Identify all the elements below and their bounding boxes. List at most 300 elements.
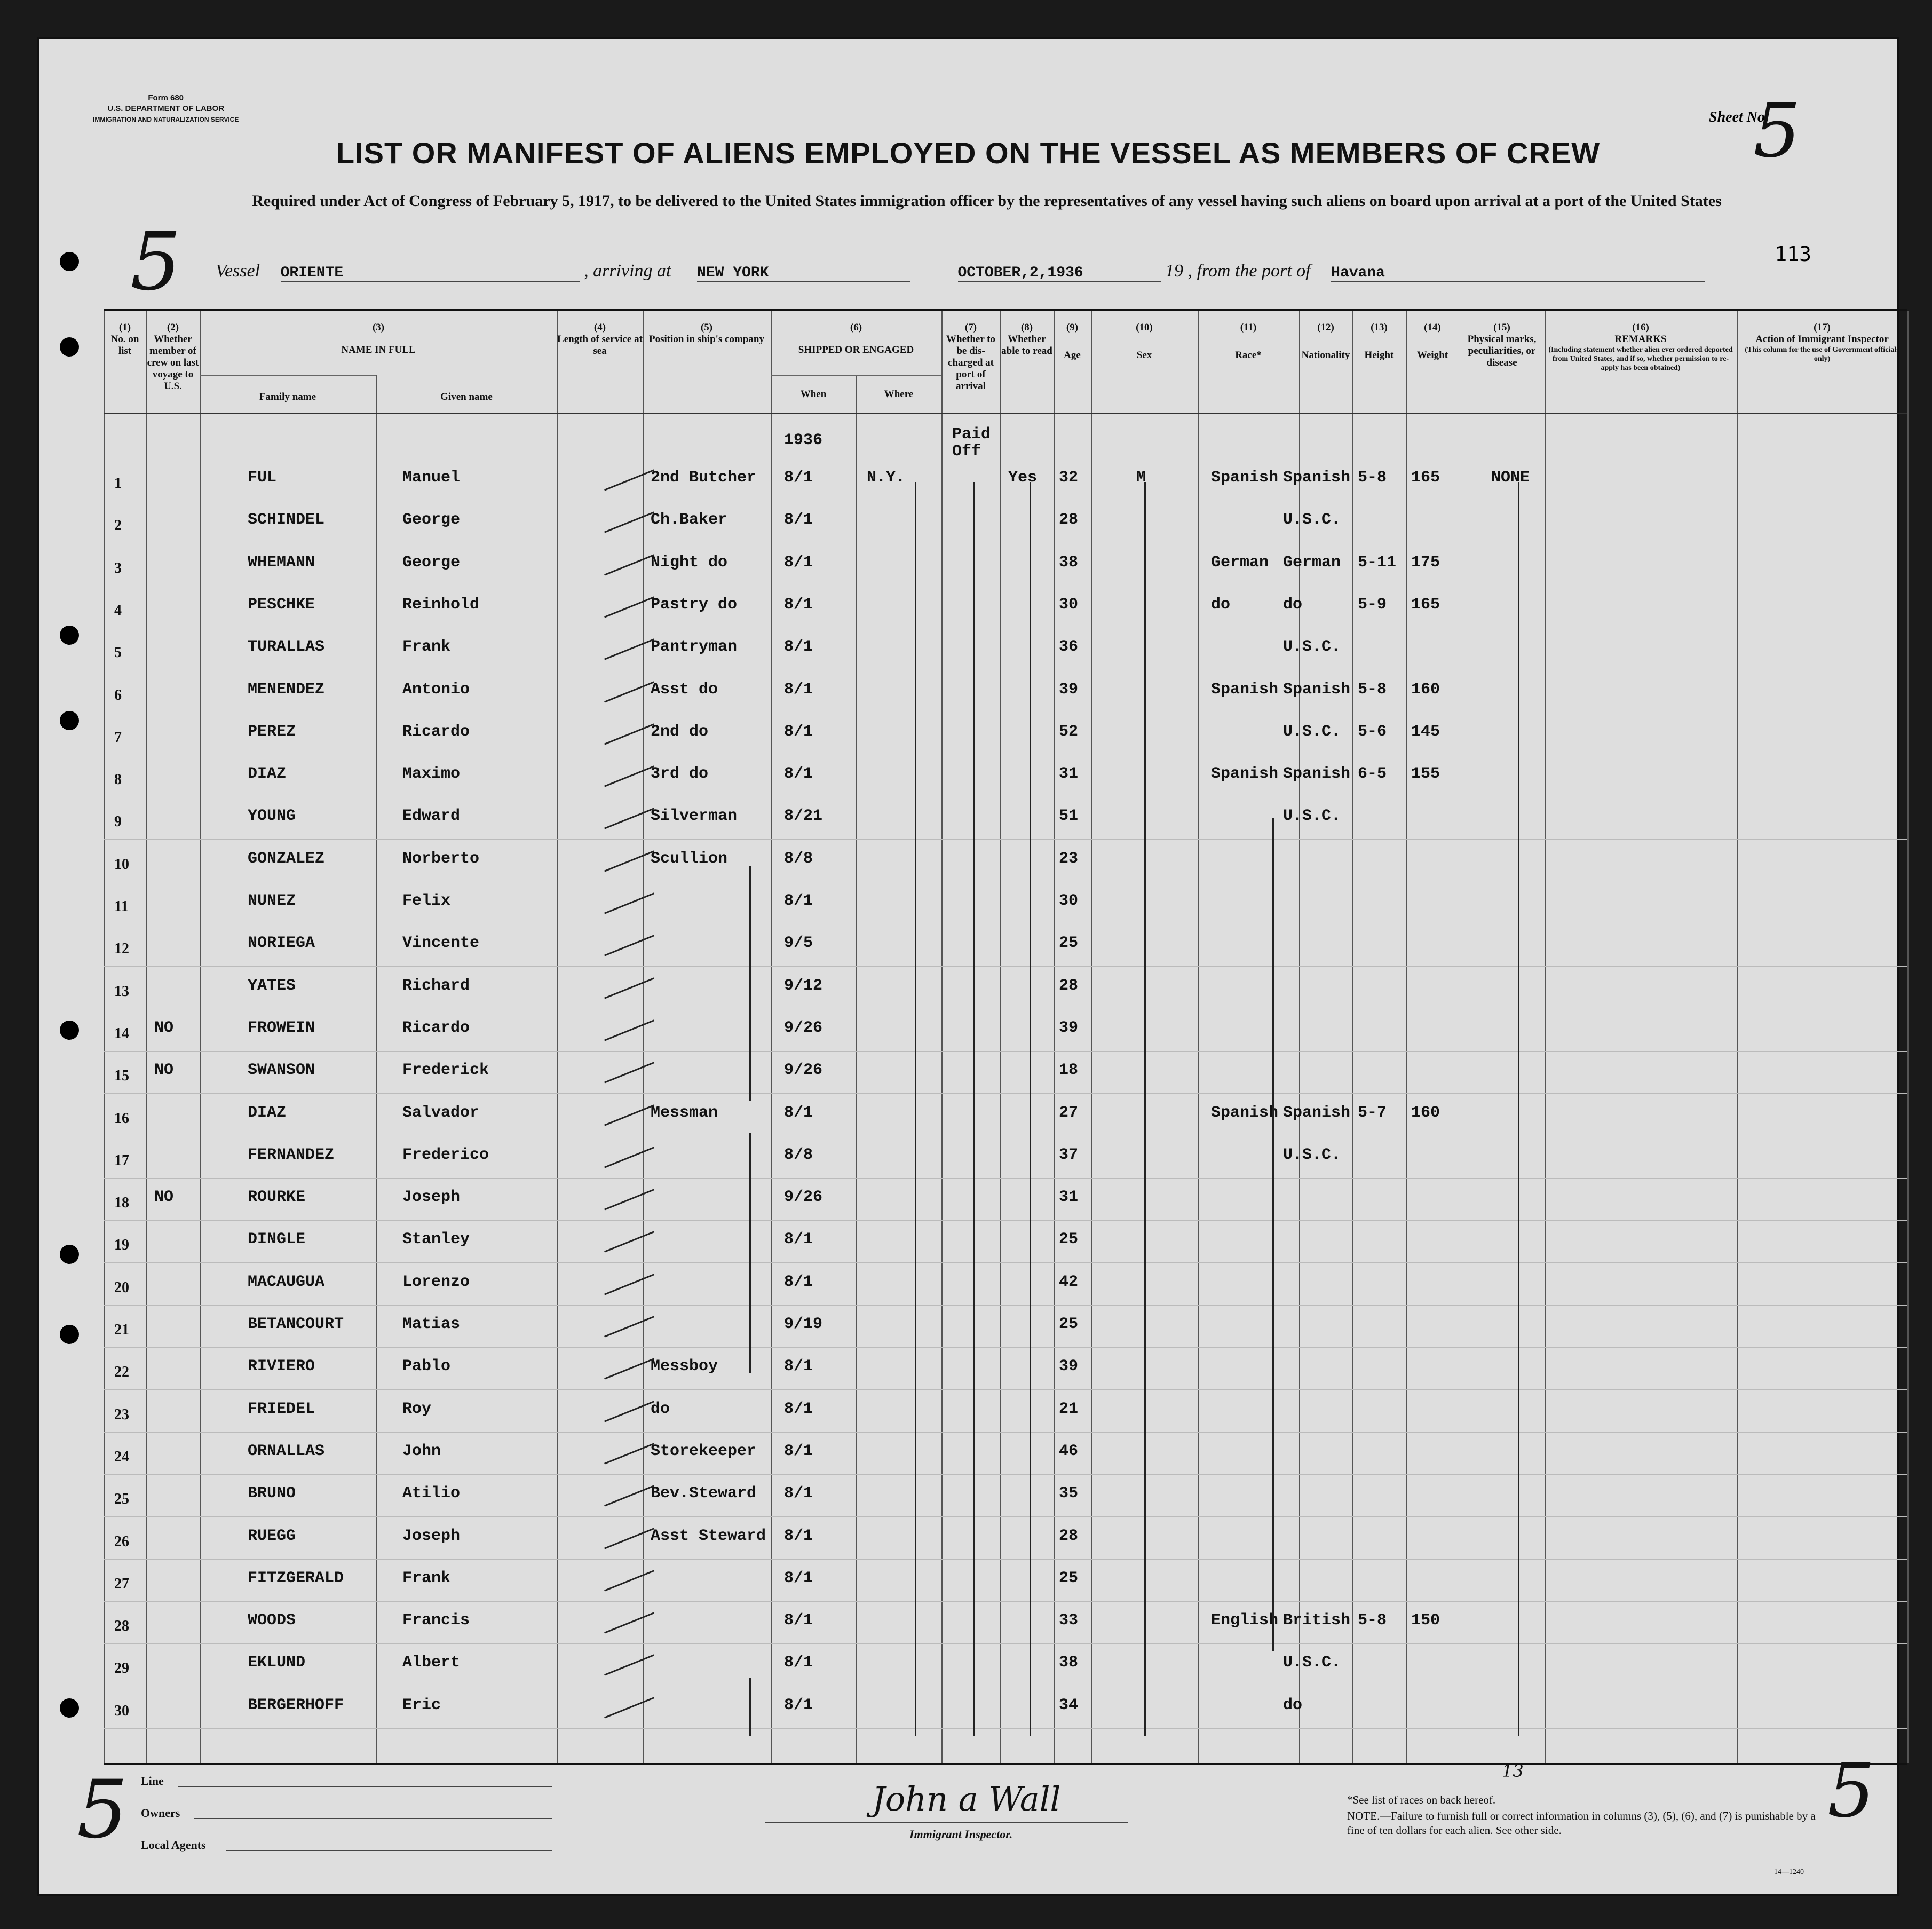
form-header-block [93,93,239,125]
check-mark [604,469,654,491]
cell-family: BETANCOURT [248,1315,344,1333]
cell-no: 17 [114,1152,129,1169]
cell-family: YATES [248,976,296,995]
form-code: 14—1240 [1774,1868,1804,1876]
cell-nationality: U.S.C. [1283,1145,1341,1164]
cell-read: Yes [1008,469,1038,487]
cell-no: 22 [114,1364,129,1381]
cell-height: 5-11 [1358,553,1397,572]
cell-no: 3 [114,559,122,576]
cell-age: 46 [1059,1442,1079,1460]
col-9-num: (9) [1066,322,1079,333]
check-mark [604,512,654,533]
check-mark [604,1485,654,1507]
col-8-num: (8) [1020,322,1033,333]
vessel-label: Vessel [216,261,260,281]
cell-given: Frederick [402,1061,489,1080]
cell-position: Night do [651,553,728,572]
cell-no: 11 [114,898,129,915]
cell-given: Atilio [402,1484,461,1503]
header-col-6 [771,322,941,356]
cell-when: 9/5 [784,934,813,953]
vessel-line [216,261,1705,282]
cell-weight: 160 [1411,1103,1440,1122]
cell-position: Silverman [651,807,738,826]
check-mark [604,1104,654,1126]
cell-age: 31 [1059,765,1079,784]
cell-race: English [1211,1611,1279,1630]
cell-age: 35 [1059,1484,1079,1503]
header-col-11 [1198,322,1299,361]
col-11-label: Race* [1235,350,1262,361]
cell-height: 5-7 [1358,1103,1387,1122]
col-7-num: (7) [964,322,977,333]
cell-no: 14 [114,1025,129,1042]
cell-position: Asst Steward [651,1527,766,1545]
cell-when: 9/26 [784,1018,823,1037]
check-mark [604,681,654,702]
cell-last: NO [154,1018,174,1037]
cell-weight: 175 [1411,553,1440,572]
footer-mark-13: 13 [1502,1761,1524,1781]
cell-given: George [402,511,461,529]
cell-sex: M [1136,469,1146,487]
cell-when: 8/1 [784,595,813,614]
cell-no: 21 [114,1322,129,1338]
cell-height: 5-9 [1358,595,1387,614]
check-mark [604,935,654,956]
header-col-12 [1299,322,1352,361]
cell-age: 30 [1059,595,1079,614]
cell-family: BERGERHOFF [248,1696,344,1714]
cell-given: Manuel [402,469,461,487]
cell-height: 5-8 [1358,1611,1387,1630]
cell-no: 8 [114,771,122,788]
check-mark [604,1274,654,1295]
check-mark [604,1443,654,1464]
col-15-label: Physical marks, peculiarities, or disease [1467,334,1537,368]
cell-age: 27 [1059,1103,1079,1122]
header-col-7 [941,322,1000,392]
cell-when: 8/1 [784,553,813,572]
cell-family: DINGLE [248,1230,306,1249]
col-8-label: Whether able to read [1001,334,1052,357]
cell-height: 6-5 [1358,765,1387,784]
cell-when: 8/1 [784,1569,813,1587]
cell-nationality: Spanish [1283,1103,1351,1122]
line-label: Line [141,1774,164,1788]
cell-family: SWANSON [248,1061,315,1080]
department-name: U.S. DEPARTMENT OF LABOR [107,104,225,113]
header-when: When [800,389,827,400]
cell-when: 8/1 [784,1611,813,1630]
col-1-num: (1) [118,322,131,333]
cell-no: 13 [114,983,129,1000]
header-col-1 [104,322,146,357]
inspector-signature: John a Wall [872,1780,1061,1819]
cell-position: Ch.Baker [651,511,728,529]
check-mark [604,1062,654,1084]
cell-no: 19 [114,1237,129,1254]
footer-right-mark: 5 [1827,1748,1875,1835]
cell-given: Matias [402,1315,461,1333]
cell-position: Bev.Steward [651,1484,757,1503]
col-12-label: Nationality [1301,350,1350,361]
cell-when: 8/1 [784,1400,813,1418]
cell-age: 34 [1059,1696,1079,1714]
cell-when: 8/8 [784,1145,813,1164]
cell-nationality: Spanish [1283,765,1351,784]
crew-table [104,309,1907,1765]
cell-when: 8/21 [784,807,823,826]
col-17-label: Action of Immigrant Inspector [1755,334,1889,345]
cell-given: Joseph [402,1527,461,1545]
page-subtitle: Required under Act of Congress of February 5, 1917, to be delivered to the United States immigration officer by the representatives of any vessel having such aliens on board upon arrival at a port of the United States [252,192,1722,210]
col-2-num: (2) [167,322,179,333]
cell-given: Ricardo [402,1018,470,1037]
col-5-num: (5) [700,322,713,333]
cell-age: 51 [1059,807,1079,826]
col-17-num: (17) [1814,322,1831,333]
page-title: LIST OR MANIFEST OF ALIENS EMPLOYED ON THE VESSEL AS MEMBERS OF CREW [336,136,1601,170]
cell-family: BRUNO [248,1484,296,1503]
check-mark [604,596,654,618]
col-3-num: (3) [372,322,385,333]
header-given: Given name [440,391,493,402]
cell-family: NORIEGA [248,934,315,953]
inspector-note: (This column for the use of Government officials only) [1745,346,1899,363]
cell-nationality: U.S.C. [1283,807,1341,826]
cell-age: 39 [1059,1357,1079,1376]
races-note: *See list of races on back hereof. [1347,1793,1496,1806]
cell-when: 9/12 [784,976,823,995]
cell-given: Felix [402,892,451,910]
cell-race: Spanish [1211,680,1279,699]
cell-given: Frank [402,638,451,657]
manifest-sheet [37,37,1899,1896]
cell-age: 33 [1059,1611,1079,1630]
header-col-5 [643,322,771,345]
cell-when: 9/26 [784,1188,823,1207]
header-col-9 [1054,322,1091,361]
cell-age: 42 [1059,1272,1079,1291]
cell-race: German [1211,553,1269,572]
cell-given: Joseph [402,1188,461,1207]
cell-marks: NONE [1491,469,1530,487]
cell-nationality: do [1283,595,1303,614]
check-mark [604,808,654,829]
cell-weight: 145 [1411,722,1440,741]
cell-age: 18 [1059,1061,1079,1080]
cell-given: Antonio [402,680,470,699]
cell-when: 8/1 [784,765,813,784]
cell-race: Spanish [1211,469,1279,487]
cell-age: 39 [1059,1018,1079,1037]
cell-height: 5-6 [1358,722,1387,741]
cell-when: 8/1 [784,511,813,529]
check-mark [604,1655,654,1676]
cell-family: FITZGERALD [248,1569,344,1587]
cell-family: TURALLAS [248,638,325,657]
cell-when: 8/8 [784,849,813,868]
cell-family: SCHINDEL [248,511,325,529]
cell-when: 8/1 [784,1272,813,1291]
cell-position: do [651,1400,670,1418]
cell-family: ORNALLAS [248,1442,325,1460]
cell-when: 8/1 [784,1230,813,1249]
col-15-num: (15) [1493,322,1510,333]
cell-no: 7 [114,729,122,746]
cell-no: 18 [114,1195,129,1212]
cell-position: Pastry do [651,595,738,614]
cell-age: 32 [1059,469,1079,487]
cell-when: 8/1 [784,1696,813,1714]
cell-family: ROURKE [248,1188,306,1207]
cell-age: 28 [1059,511,1079,529]
check-mark [604,892,654,914]
cell-given: Frank [402,1569,451,1587]
cell-given: Francis [402,1611,470,1630]
header-col-13 [1352,322,1406,361]
cell-age: 38 [1059,553,1079,572]
cell-no: 30 [114,1702,129,1719]
discharged-header: Paid Off [952,425,991,461]
cell-family: FERNANDEZ [248,1145,335,1164]
cell-no: 15 [114,1068,129,1085]
cell-age: 37 [1059,1145,1079,1164]
document-number: 113 [1775,242,1811,266]
cell-position: Messman [651,1103,718,1122]
col-9-label: Age [1064,350,1081,361]
cell-given: Richard [402,976,470,995]
vessel-name: ORIENTE [281,265,580,282]
cell-given: Lorenzo [402,1272,470,1291]
cell-nationality: do [1283,1696,1303,1714]
cell-given: Salvador [402,1103,480,1122]
cell-family: NUNEZ [248,892,296,910]
year-header: 1936 [784,431,823,449]
cell-weight: 160 [1411,680,1440,699]
cell-no: 4 [114,602,122,619]
cell-age: 25 [1059,1230,1079,1249]
header-col-3 [200,322,557,356]
arriving-label: , arriving at [584,261,671,281]
cell-last: NO [154,1188,174,1207]
cell-given: Albert [402,1654,461,1672]
check-mark [604,1570,654,1591]
cell-position: Messboy [651,1357,718,1376]
cell-family: YOUNG [248,807,296,826]
header-col-4 [557,322,643,357]
check-mark [604,639,654,660]
cell-family: DIAZ [248,1103,287,1122]
header-col-10 [1091,322,1198,361]
cell-position: 3rd do [651,765,709,784]
cell-family: WOODS [248,1611,296,1630]
header-col-14 [1406,322,1459,361]
cell-family: MENENDEZ [248,680,325,699]
cell-family: FUL [248,469,277,487]
cell-given: George [402,553,461,572]
cell-age: 28 [1059,1527,1079,1545]
cell-no: 20 [114,1279,129,1296]
header-family: Family name [259,391,316,402]
cell-when: 8/1 [784,1527,813,1545]
arrival-date: OCTOBER,2,1936 [958,265,1161,282]
cell-where: N.Y. [867,469,906,487]
check-mark [604,1231,654,1253]
col-13-label: Height [1364,350,1394,361]
cell-when: 9/19 [784,1315,823,1333]
cell-weight: 155 [1411,765,1440,784]
cell-when: 8/1 [784,1654,813,1672]
header-col-2 [146,322,200,392]
check-mark [604,1019,654,1041]
check-mark [604,723,654,745]
departure-port: Havana [1331,265,1705,282]
from-label: , from the port of [1187,261,1311,281]
cell-no: 16 [114,1110,129,1127]
col-5-label: Position in ship's company [649,334,764,345]
col-11-num: (11) [1240,322,1257,333]
cell-family: PEREZ [248,722,296,741]
cell-given: John [402,1442,441,1460]
cell-no: 25 [114,1491,129,1508]
check-mark [604,1612,654,1633]
remarks-note: (Including statement whether alien ever ordered deported from United States, and if so, whether permission to re-apply has been obtained) [1548,346,1733,372]
cell-no: 9 [114,813,122,831]
footer-left-mark: 5 [77,1764,128,1856]
col-13-num: (13) [1371,322,1388,333]
cell-position: Storekeeper [651,1442,757,1460]
check-mark [604,1189,654,1210]
cell-no: 27 [114,1575,129,1592]
header-col-15 [1459,322,1545,369]
cell-weight: 150 [1411,1611,1440,1630]
cell-given: Frederico [402,1145,489,1164]
cell-age: 21 [1059,1400,1079,1418]
cell-given: Eric [402,1696,441,1714]
cell-age: 36 [1059,638,1079,657]
cell-age: 28 [1059,976,1079,995]
cell-given: Stanley [402,1230,470,1249]
check-mark [604,1697,654,1718]
cell-when: 8/1 [784,1484,813,1503]
cell-no: 1 [114,475,122,492]
cell-height: 5-8 [1358,680,1387,699]
col-4-num: (4) [593,322,606,333]
inspector-label: Immigrant Inspector. [909,1828,1013,1841]
col-16-num: (16) [1632,322,1649,333]
cell-position: Pantryman [651,638,738,657]
col-16-label: REMARKS [1614,334,1667,345]
check-mark [604,1358,654,1380]
cell-family: EKLUND [248,1654,306,1672]
check-mark [604,977,654,999]
cell-when: 8/1 [784,722,813,741]
cell-age: 23 [1059,849,1079,868]
cell-age: 25 [1059,1315,1079,1333]
cell-family: PESCHKE [248,595,315,614]
cell-position: Scullion [651,849,728,868]
cell-no: 23 [114,1406,129,1423]
year-label: 19 [1165,261,1183,281]
cell-when: 8/1 [784,469,813,487]
header-col-17 [1737,322,1907,363]
agents-label: Local Agents [141,1838,206,1852]
cell-given: Pablo [402,1357,451,1376]
cell-nationality: Spanish [1283,469,1351,487]
check-mark [604,1401,654,1422]
col-12-num: (12) [1317,322,1334,333]
cell-race: do [1211,595,1231,614]
col-4-label: Length of service at sea [557,334,643,357]
header-col-8 [1000,322,1054,357]
cell-given: Reinhold [402,595,480,614]
cell-no: 28 [114,1618,129,1635]
cell-no: 26 [114,1533,129,1550]
cell-family: RUEGG [248,1527,296,1545]
cell-when: 9/26 [784,1061,823,1080]
form-number: Form 680 [148,93,184,102]
header-col-16 [1545,322,1737,373]
cell-last: NO [154,1061,174,1080]
penalty-note: NOTE.—Failure to furnish full or correct information in columns (3), (5), (6), and (7) is punishable by a fine of ten dollars for each alien. See other side. [1347,1809,1816,1837]
cell-when: 8/1 [784,892,813,910]
cell-family: MACAUGUA [248,1272,325,1291]
cell-no: 24 [114,1448,129,1465]
cell-age: 31 [1059,1188,1079,1207]
cell-weight: 165 [1411,469,1440,487]
cell-when: 8/1 [784,1442,813,1460]
cell-nationality: British [1283,1611,1351,1630]
cell-no: 29 [114,1660,129,1677]
cell-position: Asst do [651,680,718,699]
cell-when: 8/1 [784,638,813,657]
cell-family: FROWEIN [248,1018,315,1037]
cell-age: 30 [1059,892,1079,910]
cell-given: Vincente [402,934,480,953]
cell-no: 2 [114,517,122,534]
sheet-number: 5 [1753,88,1801,175]
check-mark [604,554,654,575]
col-6-label: SHIPPED OR ENGAGED [798,344,914,355]
cell-age: 25 [1059,934,1079,953]
check-mark [604,765,654,787]
col-2-label: Whether member of crew on last voyage to U.S. [147,334,199,392]
cell-when: 8/1 [784,680,813,699]
cell-height: 5-8 [1358,469,1387,487]
cell-nationality: U.S.C. [1283,1654,1341,1672]
cell-weight: 165 [1411,595,1440,614]
cell-no: 5 [114,644,122,661]
check-mark [604,1147,654,1168]
owners-label: Owners [141,1806,180,1820]
check-mark [604,850,654,872]
cell-race: Spanish [1211,1103,1279,1122]
cell-no: 12 [114,940,129,958]
cell-age: 39 [1059,680,1079,699]
cell-given: Roy [402,1400,432,1418]
cell-position: 2nd do [651,722,709,741]
col-14-label: Weight [1416,350,1448,361]
col-7-label: Whether to be dis-charged at port of arrival [946,334,995,392]
cell-age: 38 [1059,1654,1079,1672]
cell-given: Ricardo [402,722,470,741]
service-name: IMMIGRATION AND NATURALIZATION SERVICE [93,116,239,123]
cell-family: DIAZ [248,765,287,784]
cell-nationality: U.S.C. [1283,638,1341,657]
